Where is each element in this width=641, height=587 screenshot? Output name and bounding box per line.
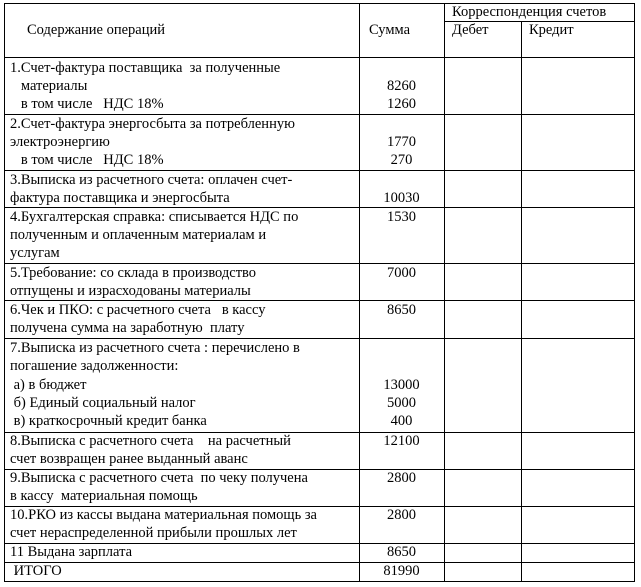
amount-value: 13000: [383, 377, 420, 393]
operation-text: 8.Выписка с расчетного счета на расчетный: [10, 433, 291, 449]
header-bottom-border: [4, 57, 635, 58]
operation-text: 6.Чек и ПКО: с расчетного счета в кассу: [10, 302, 266, 318]
operation-text: 2.Счет-фактура энергосбыта за потребленную: [10, 116, 295, 132]
amount-value: 5000: [387, 395, 416, 411]
amount-value: 12100: [383, 433, 420, 449]
table-border-right: [634, 3, 635, 582]
operation-text: счет возвращен ранее выданный аванс: [10, 451, 248, 467]
operation-text: 11 Выдана зарплата: [10, 544, 133, 560]
amount-value: 2800: [387, 507, 416, 523]
column-divider: [521, 21, 522, 582]
amount-value: 1770: [387, 134, 416, 150]
amount-value: 400: [390, 413, 413, 429]
operation-text: полученным и оплаченным материалам и: [10, 227, 267, 243]
operation-text: а) в бюджет: [10, 377, 87, 393]
operation-text: получена сумма на заработную плату: [10, 320, 245, 336]
amount-value: 8650: [387, 544, 416, 560]
operation-text: 1.Счет-фактура поставщика за полученные: [10, 60, 281, 76]
column-divider: [444, 3, 445, 582]
operation-text: в том числе НДС 18%: [10, 96, 164, 112]
operation-text: электроэнергию: [10, 134, 110, 150]
operation-text: в том числе НДС 18%: [10, 152, 164, 168]
operation-text: в кассу материальная помощь: [10, 488, 198, 504]
operation-text: 4.Бухгалтерская справка: списывается НДС по: [10, 209, 299, 225]
operation-text: в) краткосрочный кредит банка: [10, 413, 207, 429]
amount-value: 270: [390, 152, 413, 168]
operation-text: фактура поставщика и энергосбыта: [10, 190, 230, 206]
operation-text: отпущены и израсходованы материалы: [10, 283, 251, 299]
header-debit: Дебет: [452, 22, 489, 38]
amount-value: 1530: [387, 209, 416, 225]
header-credit: Кредит: [529, 22, 574, 38]
row-divider: [4, 562, 635, 563]
operation-text: б) Единый социальный налог: [10, 395, 196, 411]
operation-text: 10.РКО из кассы выдана материальная помощь за: [10, 507, 317, 523]
amount-value: 8260: [387, 78, 416, 94]
amount-value: 1260: [387, 96, 416, 112]
operation-text: материалы: [10, 78, 88, 94]
operation-text: 3.Выписка из расчетного счета: оплачен счет-: [10, 172, 293, 188]
total-label: ИТОГО: [10, 563, 62, 579]
table-border-left: [4, 3, 5, 582]
amount-value: 7000: [387, 265, 416, 281]
total-value: 81990: [383, 563, 420, 579]
header-amount: Сумма: [369, 22, 411, 38]
amount-value: 8650: [387, 302, 416, 318]
operation-text: 5.Требование: со склада в производство: [10, 265, 257, 281]
operation-text: счет нераспределенной прибыли прошлых лет: [10, 525, 297, 541]
header-correspondence: Корреспонденция счетов: [452, 4, 607, 20]
header-operations: Содержание операций: [27, 22, 166, 38]
operation-text: услугам: [10, 245, 60, 261]
operation-text: 7.Выписка из расчетного счета : перечислено в: [10, 340, 300, 356]
operation-text: 9.Выписка с расчетного счета по чеку получена: [10, 470, 308, 486]
amount-value: 10030: [383, 190, 420, 206]
table-border-bottom: [4, 581, 635, 582]
operation-text: погашение задолженности:: [10, 358, 179, 374]
amount-value: 2800: [387, 470, 416, 486]
